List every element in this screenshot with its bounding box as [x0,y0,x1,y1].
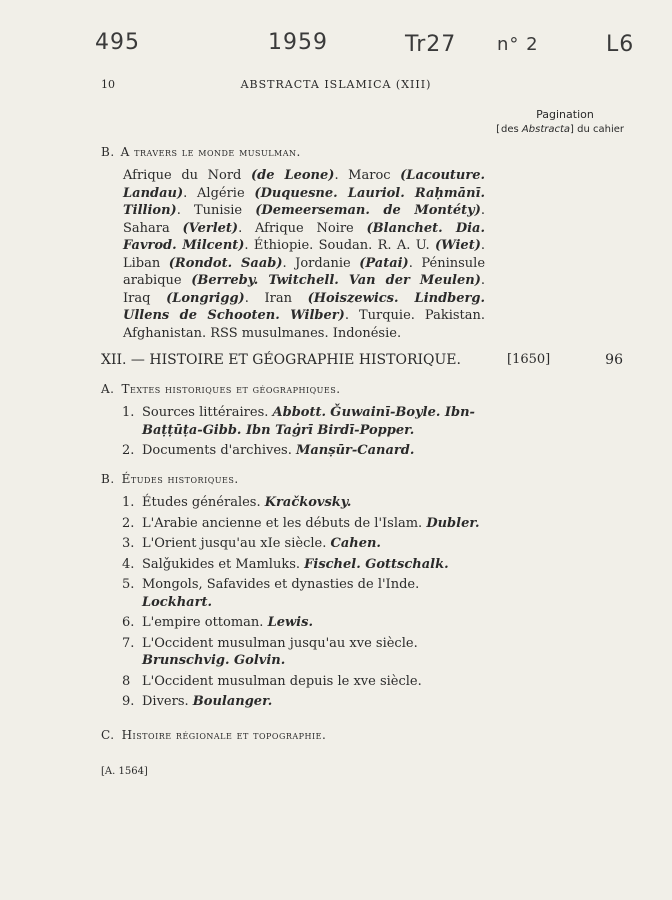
handwritten-note: n° 2 [497,34,539,55]
author-names: (de Leone) [250,168,335,183]
item-authors: Abbott. Ǧuwainī-Boyle. Ibn-Baṭṭūṭa-Gibb. Ibn Taġrī Birdī-Popper. [142,405,475,438]
item-number: 1. [122,495,135,510]
item-number: 9. [122,694,135,709]
author-names: (Longrigg) [166,290,245,306]
handwritten-note: L6 [606,32,635,57]
list-item [122,556,484,574]
handwritten-note: Tr27 [405,32,457,57]
item-text [142,404,484,439]
list-item [122,576,484,611]
item-authors: Brunschvig. Golvin. [142,653,286,668]
item-label: Études générales. [142,495,261,510]
item-number: 8 [122,673,131,689]
handwritten-note: 495 [95,30,140,55]
subsection-letter: B. [101,472,115,486]
subsection-b-list [122,494,484,714]
item-number: 1. [122,405,135,420]
item-authors: Lockhart. [142,594,212,610]
pagination-title: Pagination [536,108,594,121]
author-names: (Lacouture. Landau) [123,168,486,201]
item-authors: Kračkovsky. [264,495,352,510]
region-text: . Turquie. Pakistan. Afghanistan. RSS musulmanes. Indonésie. [123,308,486,341]
item-authors: Boulanger. [192,694,273,709]
item-authors: Cahen. [330,536,381,551]
item-label: Salǧukides et Mamluks. [142,556,301,572]
item-text [142,635,484,670]
item-text [142,673,484,691]
region-text: . Algérie [183,185,255,201]
subsection-title: Histoire régionale et topographie. [121,728,327,742]
item-text [142,693,484,711]
item-text [142,535,484,553]
region-text: . Liban [123,238,485,271]
section-letter: B. [101,145,115,159]
region-text: . Iran [244,290,308,306]
item-authors: Fischel. Gottschalk. [304,556,449,572]
item-text [142,494,484,512]
list-item [122,693,484,711]
list-item [122,404,484,439]
item-authors: Dubler. [426,515,480,531]
section-title: A travers le monde musulman. [120,145,301,159]
author-names: (Berreby. Twitchell. Van der Meulen) [191,273,481,288]
item-authors: Manṣūr-Canard. [295,443,415,458]
pagination-italic: Abstracta [521,124,571,135]
list-item [122,515,484,533]
item-label: L'Occident musulman depuis le xve siècle. [142,673,422,689]
pagination-prefix: des [501,124,519,135]
chapter-heading [101,352,623,368]
list-item [122,494,484,512]
item-label: Mongols, Safavides et dynasties de l'Inde. [142,577,420,592]
pagination-suffix: du cahier [577,124,624,135]
item-label: L'Arabie ancienne et les débuts de l'Islam. [142,515,423,531]
item-label: L'Occident musulman jusqu'au xve siècle. [142,635,418,651]
subsection-a-list [122,404,484,463]
chapter-total: [1650] [507,352,551,367]
chapter-count: 96 [605,352,623,368]
region-text: . Iraq [123,273,485,306]
footer-reference: [A. 1564] [101,766,148,777]
list-item [122,535,484,553]
item-number: 2. [122,515,135,531]
author-names: (Hoiszewics. Lindberg. Ullens de Schooten. Wilber) [123,290,485,323]
author-names: (Blanchet. Dia. Favrod. Milcent) [123,220,485,253]
section-heading [101,145,485,159]
item-number: 6. [122,615,135,630]
region-text: . Tunisie [176,203,256,218]
subsection-letter: A. [101,382,115,396]
region-text: Afrique du Nord [123,168,251,183]
item-label: L'Orient jusqu'au xIe siècle. [142,536,327,551]
region-text: . Sahara [123,203,485,236]
section-b-intro [101,145,485,342]
item-number: 3. [122,536,135,551]
author-names: (Wiet) [434,238,481,253]
item-text [142,614,484,632]
item-label: Documents d'archives. [142,443,292,458]
pagination-subtitle: [des Abstracta] du cahier [496,124,624,135]
region-text: . Jordanie [282,255,360,271]
item-number: 2. [122,443,135,458]
item-label: Sources littéraires. [142,405,269,420]
item-label: Divers. [142,694,189,709]
item-label: L'empire ottoman. [142,615,264,630]
author-names: (Verlet) [182,220,239,236]
subsection-letter: C. [101,728,115,742]
subsection-heading-c [101,728,326,742]
region-text: . Afrique Noire [238,220,367,236]
item-number: 7. [122,635,135,651]
running-title: ABSTRACTA ISLAMICA (XIII) [240,78,432,91]
list-item [122,442,484,460]
regions-paragraph [123,167,485,342]
subsection-title: Études historiques. [121,472,239,486]
list-item [122,635,484,670]
item-number: 4. [122,556,135,572]
author-names: (Rondot. Saab) [168,255,283,271]
region-text: . Maroc [334,168,401,183]
item-text [142,556,484,574]
region-text: . Péninsule arabique [123,255,486,288]
author-names: (Demeerseman. de Montéty) [255,203,481,218]
subsection-heading-a [101,382,341,396]
item-number: 5. [122,577,135,592]
list-item [122,614,484,632]
item-text [142,576,484,611]
item-authors: Lewis. [267,615,313,630]
item-text [142,442,484,460]
page-number: 10 [101,78,115,91]
subsection-title: Textes historiques et géographiques. [121,382,341,396]
item-text [142,515,484,533]
region-text: . Éthiopie. Soudan. R. A. U. [244,238,435,253]
subsection-heading-b [101,472,239,486]
author-names: (Patai) [359,255,409,271]
list-item [122,673,484,691]
chapter-title: XII. — HISTOIRE ET GÉOGRAPHIE HISTORIQUE. [101,352,461,368]
author-names: (Duquesne. Lauriol. Raḥmānī. Tillion) [123,185,485,218]
handwritten-note: 1959 [268,30,328,55]
